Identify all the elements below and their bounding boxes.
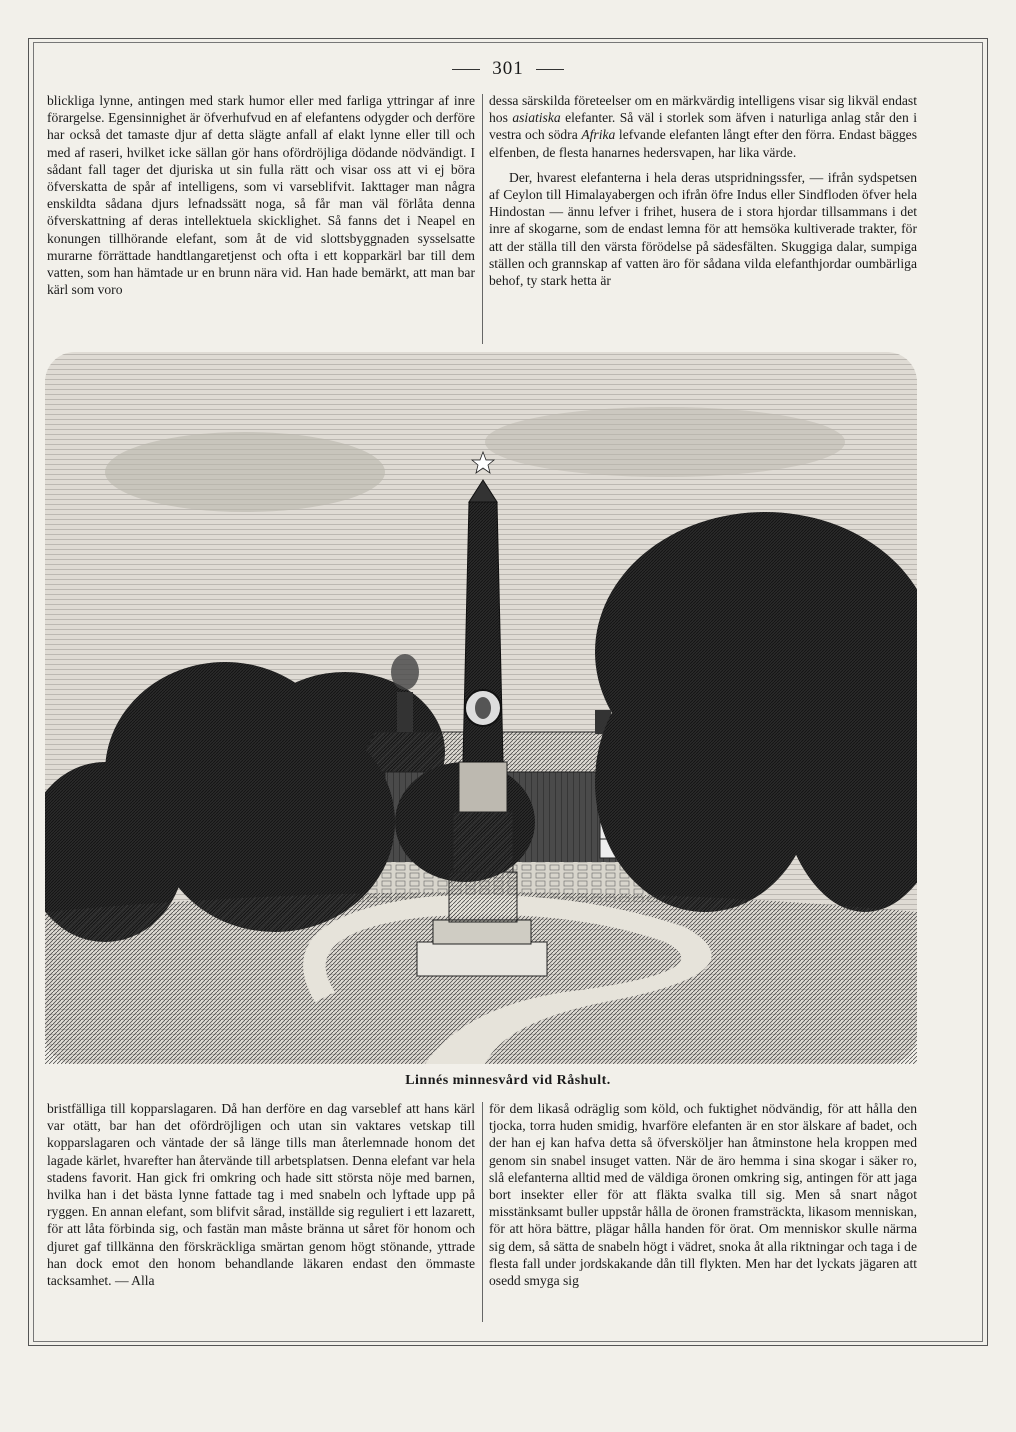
text-run: elefanter. Så väl i storlek som äfven i naturliga anlag står den i vestra och södra [489, 110, 917, 143]
column-top-right [489, 92, 917, 289]
page-header [0, 58, 1016, 80]
paragraph: för dem likaså odräglig som köld, och fuktighet nödvändig, för att hålla den tjocka, torra huden smidig, hvarföre elefanten är en stor älskare af badet, och der han ej kan hafva detta så öfversköljer han åtminstone hela kroppen med genom sin snabel insuget vatten. När de äro hemma i sina skogar i säker ro, slå elefanterna alltid med de väldiga öronen omkring sig, antingen för att jaga bort insekter eller för att fläkta svalka till sig. Men så snart något misstänksamt buller uppstår hålla de öronen framsträckta, likasom menniskan, för att höra bättre, plägar hålla handen för örat. Om menniskor skulle närma sig dem, så sätta de snabeln högt i vädret, snoka åt alla riktningar och taga i de flesta fall under jordskakande dån till flykten. Men har det lyckats jägaren att osedd smyga sig [489, 1101, 917, 1289]
paragraph [489, 92, 917, 161]
header-dash-left [452, 69, 480, 70]
column-divider-bottom [482, 1102, 483, 1322]
column-bottom-left [47, 1100, 475, 1289]
page-number: 301 [492, 58, 524, 79]
illustration-caption: Linnés minnesvård vid Råshult. [405, 1073, 611, 1088]
engraving-illustration [45, 352, 917, 1064]
column-divider-top [482, 94, 483, 344]
paragraph: bristfälliga till kopparslagaren. Då han derföre en dag varseblef att hans kärl var otätt, bar han det ofördröjligen och utan sin vaktares vetskap till kopparslagaren och väntade der så länge tills man återlemnade honom det lagade kärlet, hvarefter han återvände till arbetsplatsen. Denna elefant var hela stadens favorit. Han gick fri omkring och hade sitt största nöje med barnen, hvilka han i det bästa lynne fattade tag i med snabeln och lyftade upp på ryggen. En annan elefant, som blifvit sårad, inställde sig reguliert i ett lazarett, för att låta förbinda sig, och fastän man måste bränna ut såret för honom och djuret gaf tillkänna den förskräckliga smärtan genom högt stönande, yttrade han dock emot den honom behandlande läkaren endast den ömmaste tacksamhet. — Alla [47, 1101, 475, 1289]
paragraph: Der, hvarest elefanterna i hela deras utspridningssfer, — ifrån sydspetsen af Ceylon till Himalayabergen och ifrån öfre Indus eller Sindfloden öfver hela Hindostan — ännu lefver i frihet, husera de i stora hjordar tillsammans i det inre af skogarne, som de endast lemna för att hemsöka kultiverade trakter, för att der ställa till den värsta förödelse på sädesfälten. Skuggiga dalar, sumpiga ställen och grannskap af vatten äro för sådana vilda elefanthjordar oumbärliga behof, ty stark hetta är [489, 169, 917, 289]
paragraph: blickliga lynne, antingen med stark humor eller med farliga yttringar af inre förargelse. Egensinnighet är öfverhufvud en af elefantens odygder och derföre har också det tamaste djur af detta slägte anfall af elakt lynne eller till och med af raseri, hvilket icke sällan gör hans ofördröjliga dödande nödvändigt. I sådant fall tager det djuriska ut sin fulla rätt och visar oss att vi ej böra öfverskatta de spår af intelligens, som vi varseblifvit. Iakttager man några enskildta sådana djurs lefnadssätt noga, så får man väl förlåta denna öfverskattning af deras intellektuela skicklighet. Så fanns det i Neapel en konungen tillhörande elefant, som åt de vid slottsbyggnaden sysselsatte murarne förrättade handtlangaretjenst och ofta i ett kopparkärl bar till dem vatten, som han hämtade ur en brunn nära vid. Han hade bemärkt, att man bar kärl som voro [47, 93, 475, 298]
column-bottom-right [489, 1100, 917, 1289]
header-dash-right [536, 69, 564, 70]
italic-text: asiatiska [512, 110, 561, 126]
text-run: lefvande elefanten långt efter den förra. Endast bägges elfenben, de flesta hanarnes hedersvapen, har lika värde. [489, 127, 917, 160]
italic-text: Afrika [581, 127, 616, 143]
text-run: dessa särskilda företeelser om en märkvärdig intelligens visar sig likväl endast hos [489, 93, 917, 126]
column-top-left [47, 92, 475, 298]
